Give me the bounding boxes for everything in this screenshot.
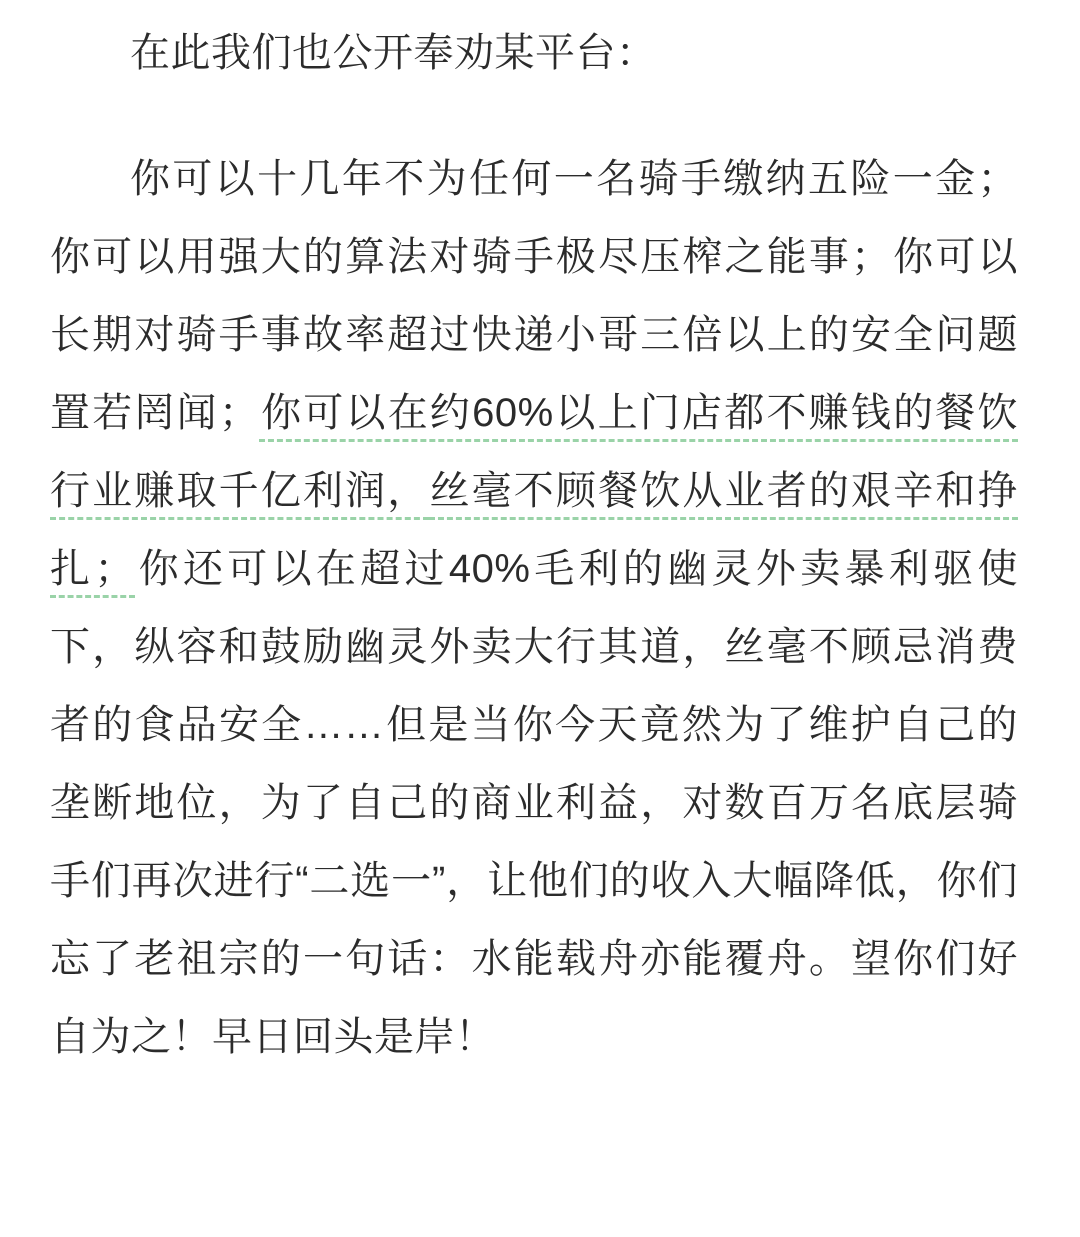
body-paragraph — [50, 92, 1018, 1076]
body-segment-highlight-2: 丝毫不顾餐饮从业者的艰辛和挣扎； — [50, 469, 1018, 598]
intro-paragraph: 在此我们也公开奉劝某平台： — [130, 31, 657, 75]
body-segment-plain-2: 你还可以在超过40%毛利的幽灵外卖暴利驱使下，纵容和鼓励幽灵外卖大行其道，丝毫不顾忌消费者的食品安全……但是当你今天竟然为了维护自己的垄断地位，为了自己的商业利益，对数百万名底层骑手们再次进行“二选一”，让他们的收入大幅降低，你们忘了老祖宗的一句话：水能载舟亦能覆舟。望你们好自为之！早日回头是岸！ — [50, 547, 1019, 1059]
body-segment-plain-1: 你可以十几年不为任何一名骑手缴纳五险一金；你可以用强大的算法对骑手极尽压榨之能事；你可以长期对骑手事故率超过快递小哥三倍以上的安全问题置若罔闻； — [50, 157, 1018, 435]
body-segment-highlight-1: 你可以在约60%以上门店都不赚钱的餐饮行业赚取千亿利润， — [50, 391, 1018, 520]
